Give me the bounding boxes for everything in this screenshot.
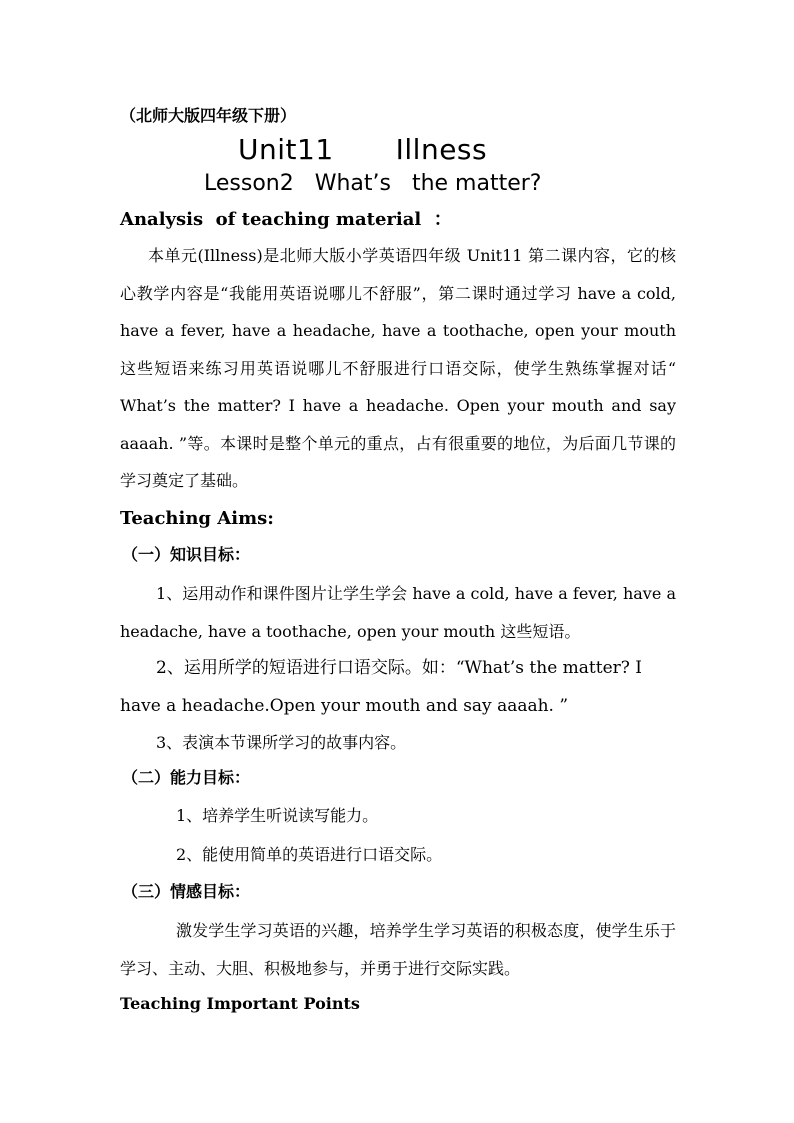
ability-item-1: 1、培养学生听说读写能力。 (176, 806, 379, 825)
unit-title (238, 133, 487, 167)
knowledge-item-2: 2、运用所学的短语进行口语交际。如：“What’s the matter? I have a headache.Open your mouth and say aaaah. ” (120, 658, 643, 716)
important-points-heading: Teaching Important Points (120, 994, 360, 1013)
teaching-aims-heading: Teaching Aims: (120, 508, 274, 529)
emotion-goals-heading: （三）情感目标： (122, 882, 251, 901)
emotion-paragraph: 激发学生学习英语的兴趣，培养学生学习英语的积极态度，使学生乐于学习、主动、大胆、积极地参与，并勇于进行交际实践。 (120, 921, 676, 978)
knowledge-item-3: 3、表演本节课所学习的故事内容。 (156, 733, 407, 752)
unit-name: Illness (395, 133, 488, 166)
knowledge-item-1: 1、运用动作和课件图片让学生学会 have a cold, have a fever, have a headache, have a toothache, open your mouth 这些短语。 (120, 584, 676, 641)
lesson-title: Lesson2 What’s the matter? (204, 171, 542, 196)
ability-goals-heading: （二）能力目标： (122, 768, 251, 787)
analysis-paragraph: 本单元(Illness)是北师大版小学英语四年级 Unit11 第二课内容，它的核心教学内容是“我能用英语说哪儿不舒服”，第二课时通过学习 have a cold, have a fever, have a headache, have a toothache, open your mouth 这些短语来练习用英语说哪儿不舒服进行口语交际，使学生熟练掌握对话“ What’s the matter? I have a headache. Open your mouth and say aaaah. ”等。本课时是整个单元的重点，占有很重要的地位，为后面几节课的学习奠定了基础。 (120, 246, 676, 490)
ability-item-2: 2、能使用简单的英语进行口语交际。 (176, 845, 443, 864)
unit-number: Unit11 (238, 133, 334, 166)
edition-label: （北师大版四年级下册） (120, 106, 297, 125)
analysis-heading: Analysis of teaching material ： (120, 209, 452, 230)
knowledge-goals-heading: （一）知识目标： (122, 545, 251, 564)
